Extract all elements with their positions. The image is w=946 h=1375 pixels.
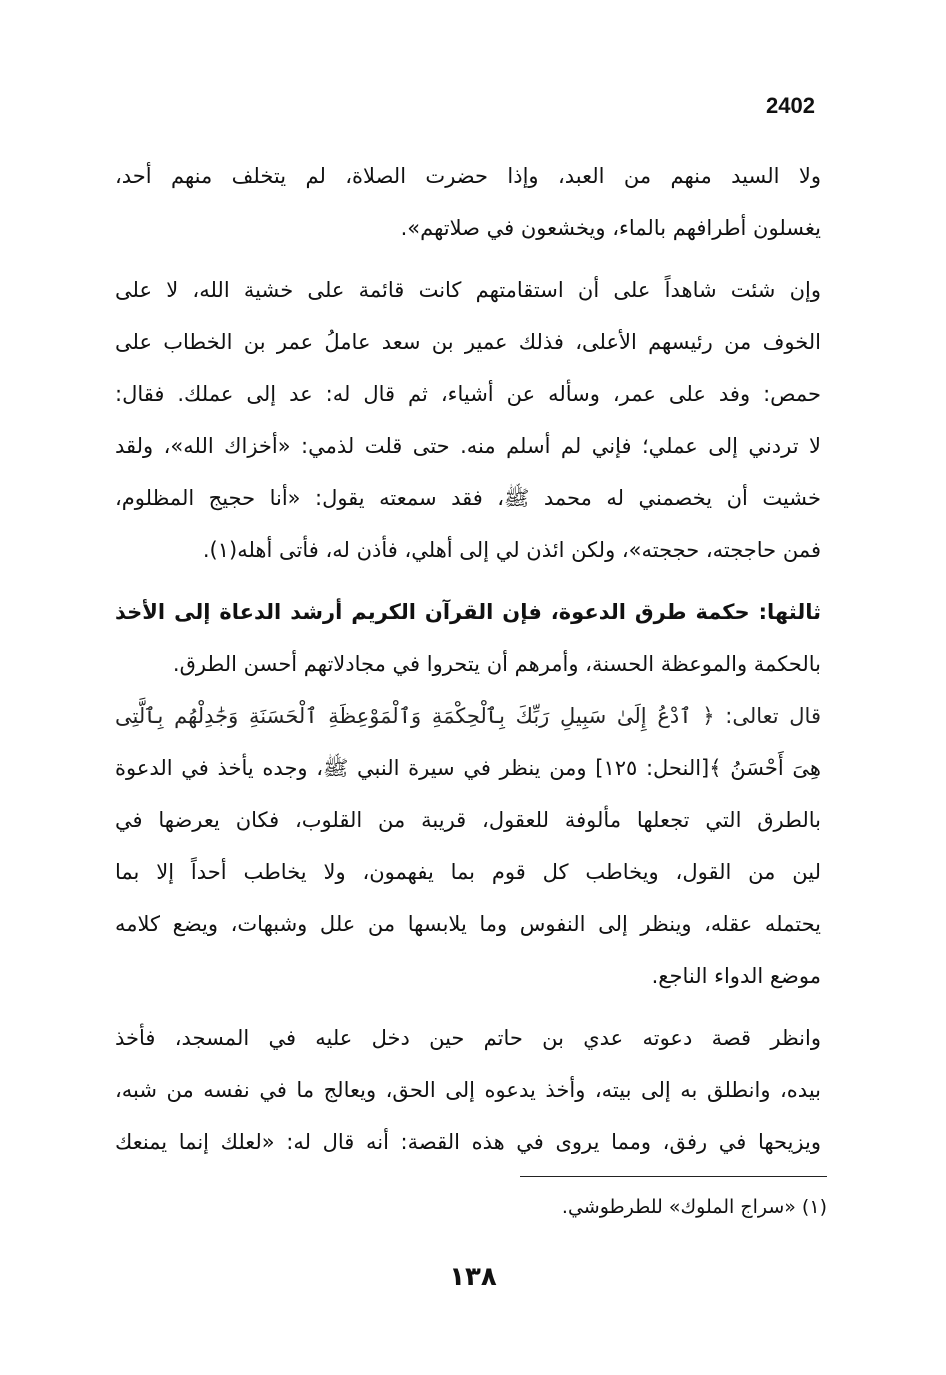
paragraph-2 [115,264,821,576]
running-header-page-number: 2402 [766,93,815,118]
main-text [115,150,821,1178]
text-line: وإن شئت شاهداً على أن استقامتهم كانت قائمة على خشية الله، لا على [115,278,821,302]
text-line: ولا السيد منهم من العبد، وإذا حضرت الصلاة، لم يتخلف منهم أحد، [115,164,821,188]
text-line: موضع الدواء الناجع. [651,964,821,988]
footnote: (١) «سراج الملوك» للطرطوشي. [561,1196,827,1218]
text-line: يغسلون أطرافهم بالماء، ويخشعون في صلاتهم». [400,216,821,240]
quran-verse-line: قال تعالى: ﴿ ٱدْعُ إِلَىٰ سَبِيلِ رَبِّكَ بِٱلْحِكْمَةِ وَٱلْمَوْعِظَةِ ٱلْحَسَنَةِ وَجَٰدِلْهُم بِٱلَّتِى [115,704,821,728]
paragraph-4 [115,1012,821,1168]
text-line: ثالثها: حكمة طرق الدعوة، فإن القرآن الكريم أرشد الدعاة إلى الأخذ [115,600,821,624]
text-line: ويزيحها في رفق، ومما يروى في هذه القصة: أنه قال له: «لعلك إنما يمنعك [115,1130,821,1154]
paragraph-3 [115,586,821,1002]
paragraph-1 [115,150,821,254]
text-line: حمص: وفد على عمر، وسأله عن أشياء، ثم قال له: عد إلى عملك. فقال: [115,382,821,406]
text-line: الخوف من رئيسهم الأعلى، فذلك عمير بن سعد عاملُ عمر بن الخطاب على [115,330,821,354]
text-line: بالحكمة والموعظة الحسنة، وأمرهم أن يتحروا في مجادلاتهم أحسن الطرق. [172,652,821,676]
text-line: خشيت أن يخصمني له محمد ﷺ، فقد سمعته يقول: «أنا حجيج المظلوم، [115,486,821,510]
text-line: هِىَ أَحْسَنُ ﴾[النحل: ١٢٥] ومن ينظر في سيرة النبي ﷺ، وجده يأخذ في الدعوة [115,756,821,780]
text-line: وانظر قصة دعوته عدي بن حاتم حين دخل عليه في المسجد، فأخذ [115,1026,821,1050]
page-number: ١٣٨ [449,1262,497,1292]
text-line: لا تردني إلى عملي؛ فإني لم أسلم منه. حتى قلت لذمي: «أخزاك الله»، ولقد [115,434,821,458]
text-line: بيده، وانطلق به إلى بيته، وأخذ يدعوه إلى الحق، ويعالج ما في نفسه من شبه، [115,1078,821,1102]
footnote-separator [520,1176,827,1177]
text-line: فمن حاججته، حججته»، ولكن ائذن لي إلى أهلي، فأذن له، فأتى أهله(١). [202,538,821,562]
text-line: بالطرق التي تجعلها مألوفة للعقول، قريبة من القلوب، فكان يعرضها في [115,808,821,832]
text-line: لين من القول، ويخاطب كل قوم بما يفهمون، ولا يخاطب أحداً إلا بما [115,860,821,884]
text-line: يحتمله عقله، وينظر إلى النفوس وما يلابسها من علل وشبهات، ويضع كلامه [115,912,821,936]
